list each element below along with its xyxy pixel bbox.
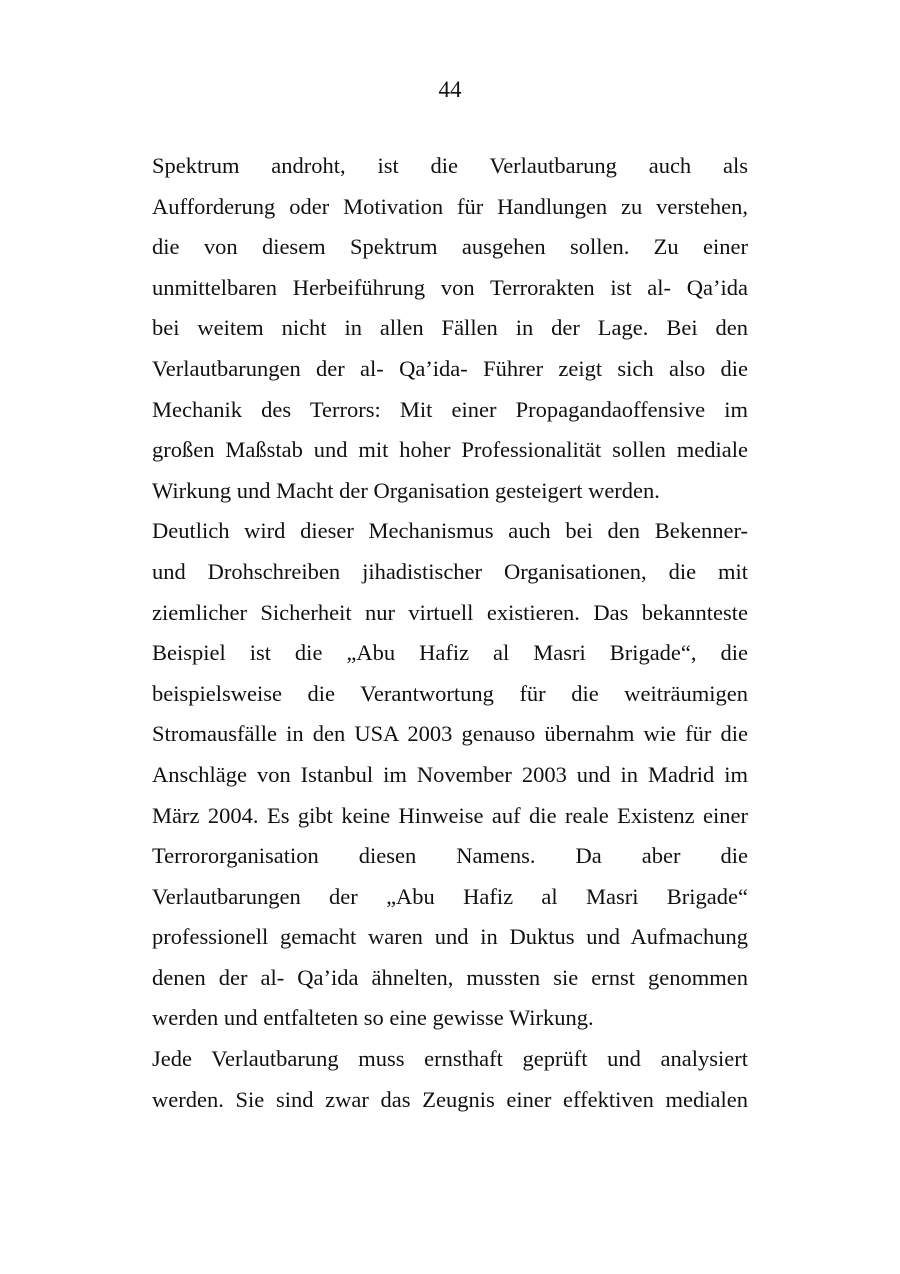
body-text [152,146,748,1120]
text-line: Verlautbarungen der al- Qa’ida- Führer zeigt sich also die [152,355,748,381]
text-line: Verlautbarungen der „Abu Hafiz al Masri Brigade“ [152,883,748,909]
text-line: ziemlicher Sicherheit nur virtuell existieren. Das bekannteste [152,599,748,625]
text-line: Jede Verlautbarung muss ernsthaft geprüft und analysiert [152,1046,748,1072]
text-line: großen Maßstab und mit hoher Professionalität sollen mediale [152,437,748,463]
text-line: unmittelbaren Herbeiführung von Terrorakten ist al- Qa’ida [152,274,748,300]
text-line: Anschläge von Istanbul im November 2003 und in Madrid im [152,761,748,787]
text-line: bei weitem nicht in allen Fällen in der Lage. Bei den [152,315,748,341]
paragraph-1 [152,146,748,511]
text-line: die von diesem Spektrum ausgehen sollen. Zu einer [152,234,748,260]
paragraph-2 [152,511,748,1039]
text-line: März 2004. Es gibt keine Hinweise auf die reale Existenz einer [152,802,748,828]
text-line: werden und entfalteten so eine gewisse Wirkung. [152,1005,594,1031]
text-line: Stromausfälle in den USA 2003 genauso übernahm wie für die [152,721,748,747]
text-line: Deutlich wird dieser Mechanismus auch bei den Bekenner- [152,518,748,544]
text-line: Mechanik des Terrors: Mit einer Propagandaoffensive im [152,396,748,422]
text-line: Terrororganisation diesen Namens. Da aber die [152,843,748,869]
text-line: und Drohschreiben jihadistischer Organisationen, die mit [152,558,748,584]
text-line: Spektrum androht, ist die Verlautbarung auch als [152,153,748,178]
page-number: 44 [438,77,462,102]
text-line: denen der al- Qa’ida ähnelten, mussten sie ernst genommen [152,964,748,990]
text-line: Aufforderung oder Motivation für Handlungen zu verstehen, [152,193,748,219]
text-line: werden. Sie sind zwar das Zeugnis einer effektiven medialen [152,1086,748,1112]
text-line: Wirkung und Macht der Organisation gesteigert werden. [152,477,660,503]
paragraph-3 [152,1039,748,1120]
text-line: beispielsweise die Verantwortung für die weiträumigen [152,680,748,706]
text-line: professionell gemacht waren und in Duktus und Aufmachung [152,924,748,950]
text-line: Beispiel ist die „Abu Hafiz al Masri Brigade“, die [152,640,748,666]
